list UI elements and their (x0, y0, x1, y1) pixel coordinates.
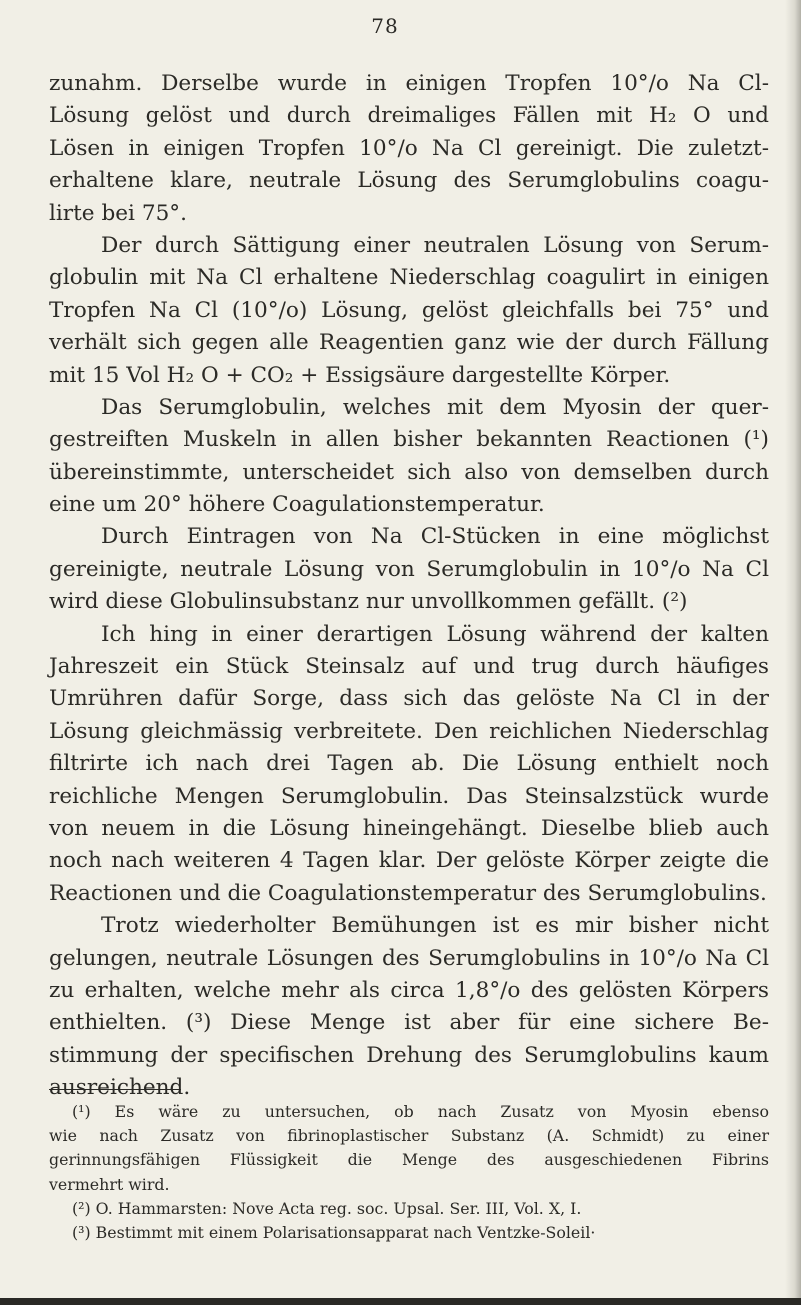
text-line: Umrühren dafür Sorge, dass sich das gelöste Na Cl in der (49, 686, 769, 712)
footnote-line: wie nach Zusatz von fibrinoplastischer Substanz (A. Schmidt) zu einer (49, 1126, 769, 1146)
text-line: Reactionen und die Coagulationstemperatur des Serumglobulins. (49, 880, 767, 906)
text-line: Das Serumglobulin, welches mit dem Myosin der quer- (101, 394, 769, 420)
text-line: zunahm. Derselbe wurde in einigen Tropfen 10°/o Na Cl- (49, 71, 769, 96)
footnote-line: gerinnungsfähigen Flüssigkeit die Menge des ausgeschiedenen Fibrins (49, 1150, 769, 1170)
text-line: lirte bei 75°. (49, 200, 187, 226)
text-line: globulin mit Na Cl erhaltene Niederschlag coagulirt in einigen (49, 265, 769, 291)
text-line: enthielten. (³) Diese Menge ist aber für eine sichere Be- (49, 1010, 769, 1036)
footnote-line: vermehrt wird. (49, 1174, 170, 1194)
text-line: Lösung gleichmässig verbreitete. Den reichlichen Niederschlag (49, 718, 769, 744)
page-edge-shadow (785, 0, 801, 1305)
footnote-line: (²) O. Hammarsten: Nove Acta reg. soc. Upsal. Ser. III, Vol. X, I. (72, 1198, 582, 1218)
text-line: filtrirte ich nach drei Tagen ab. Die Lösung enthielt noch (49, 751, 769, 777)
text-line: verhält sich gegen alle Reagentien ganz wie der durch Fällung (49, 330, 769, 356)
text-line: mit 15 Vol H₂ O + CO₂ + Essigsäure dargestellte Körper. (49, 362, 671, 388)
text-line: Der durch Sättigung einer neutralen Lösung von Serum- (101, 232, 769, 258)
text-line: Durch Eintragen von Na Cl-Stücken in eine möglichst (101, 524, 769, 550)
text-line: zu erhalten, welche mehr als circa 1,8°/o des gelösten Körpers (49, 977, 769, 1003)
text-line: Lösung gelöst und durch dreimaliges Fällen mit H₂ O und (49, 103, 769, 129)
text-line: eine um 20° höhere Coagulationstemperatur. (49, 492, 545, 518)
text-line: übereinstimmte, unterscheidet sich also von demselben durch (49, 459, 769, 485)
footnote-line: (³) Bestimmt mit einem Polarisationsapparat nach Ventzke-Soleil· (72, 1222, 596, 1242)
text-line: gereinigte, neutrale Lösung von Serumglobulin in 10°/o Na Cl (49, 556, 769, 582)
text-line: reichliche Mengen Serumglobulin. Das Steinsalzstück wurde (49, 783, 769, 809)
text-line: Trotz wiederholter Bemühungen ist es mir bisher nicht (101, 913, 769, 939)
text-line: Jahreszeit ein Stück Steinsalz auf und trug durch häufiges (49, 654, 769, 680)
page-number: 78 (371, 14, 399, 38)
text-line: stimmung der specifischen Drehung des Serumglobulins kaum (49, 1042, 769, 1068)
text-line: Lösen in einigen Tropfen 10°/o Na Cl gereinigt. Die zuletzt- (49, 135, 769, 161)
bottom-border (0, 1298, 801, 1305)
text-line: erhaltene klare, neutrale Lösung des Serumglobulins coagu- (49, 168, 769, 194)
text-line: von neuem in die Lösung hineingehängt. Dieselbe blieb auch (49, 815, 769, 841)
text-line: gestreiften Muskeln in allen bisher bekannten Reactionen (¹) (49, 427, 769, 453)
text-line: Tropfen Na Cl (10°/o) Lösung, gelöst gleichfalls bei 75° und (49, 297, 769, 323)
footnote-line: (¹) Es wäre zu untersuchen, ob nach Zusatz von Myosin ebenso (72, 1102, 769, 1121)
text-line: ausreichend. (49, 1075, 191, 1101)
body-text (49, 68, 769, 1105)
footnote-divider (49, 1089, 181, 1090)
text-line: Ich hing in einer derartigen Lösung während der kalten (101, 621, 769, 647)
text-line: noch nach weiteren 4 Tagen klar. Der gelöste Körper zeigte die (49, 848, 769, 874)
text-line: wird diese Globulinsubstanz nur unvollkommen gefällt. (²) (49, 589, 688, 615)
footnotes (49, 1100, 769, 1245)
text-line: gelungen, neutrale Lösungen des Serumglobulins in 10°/o Na Cl (49, 945, 769, 971)
